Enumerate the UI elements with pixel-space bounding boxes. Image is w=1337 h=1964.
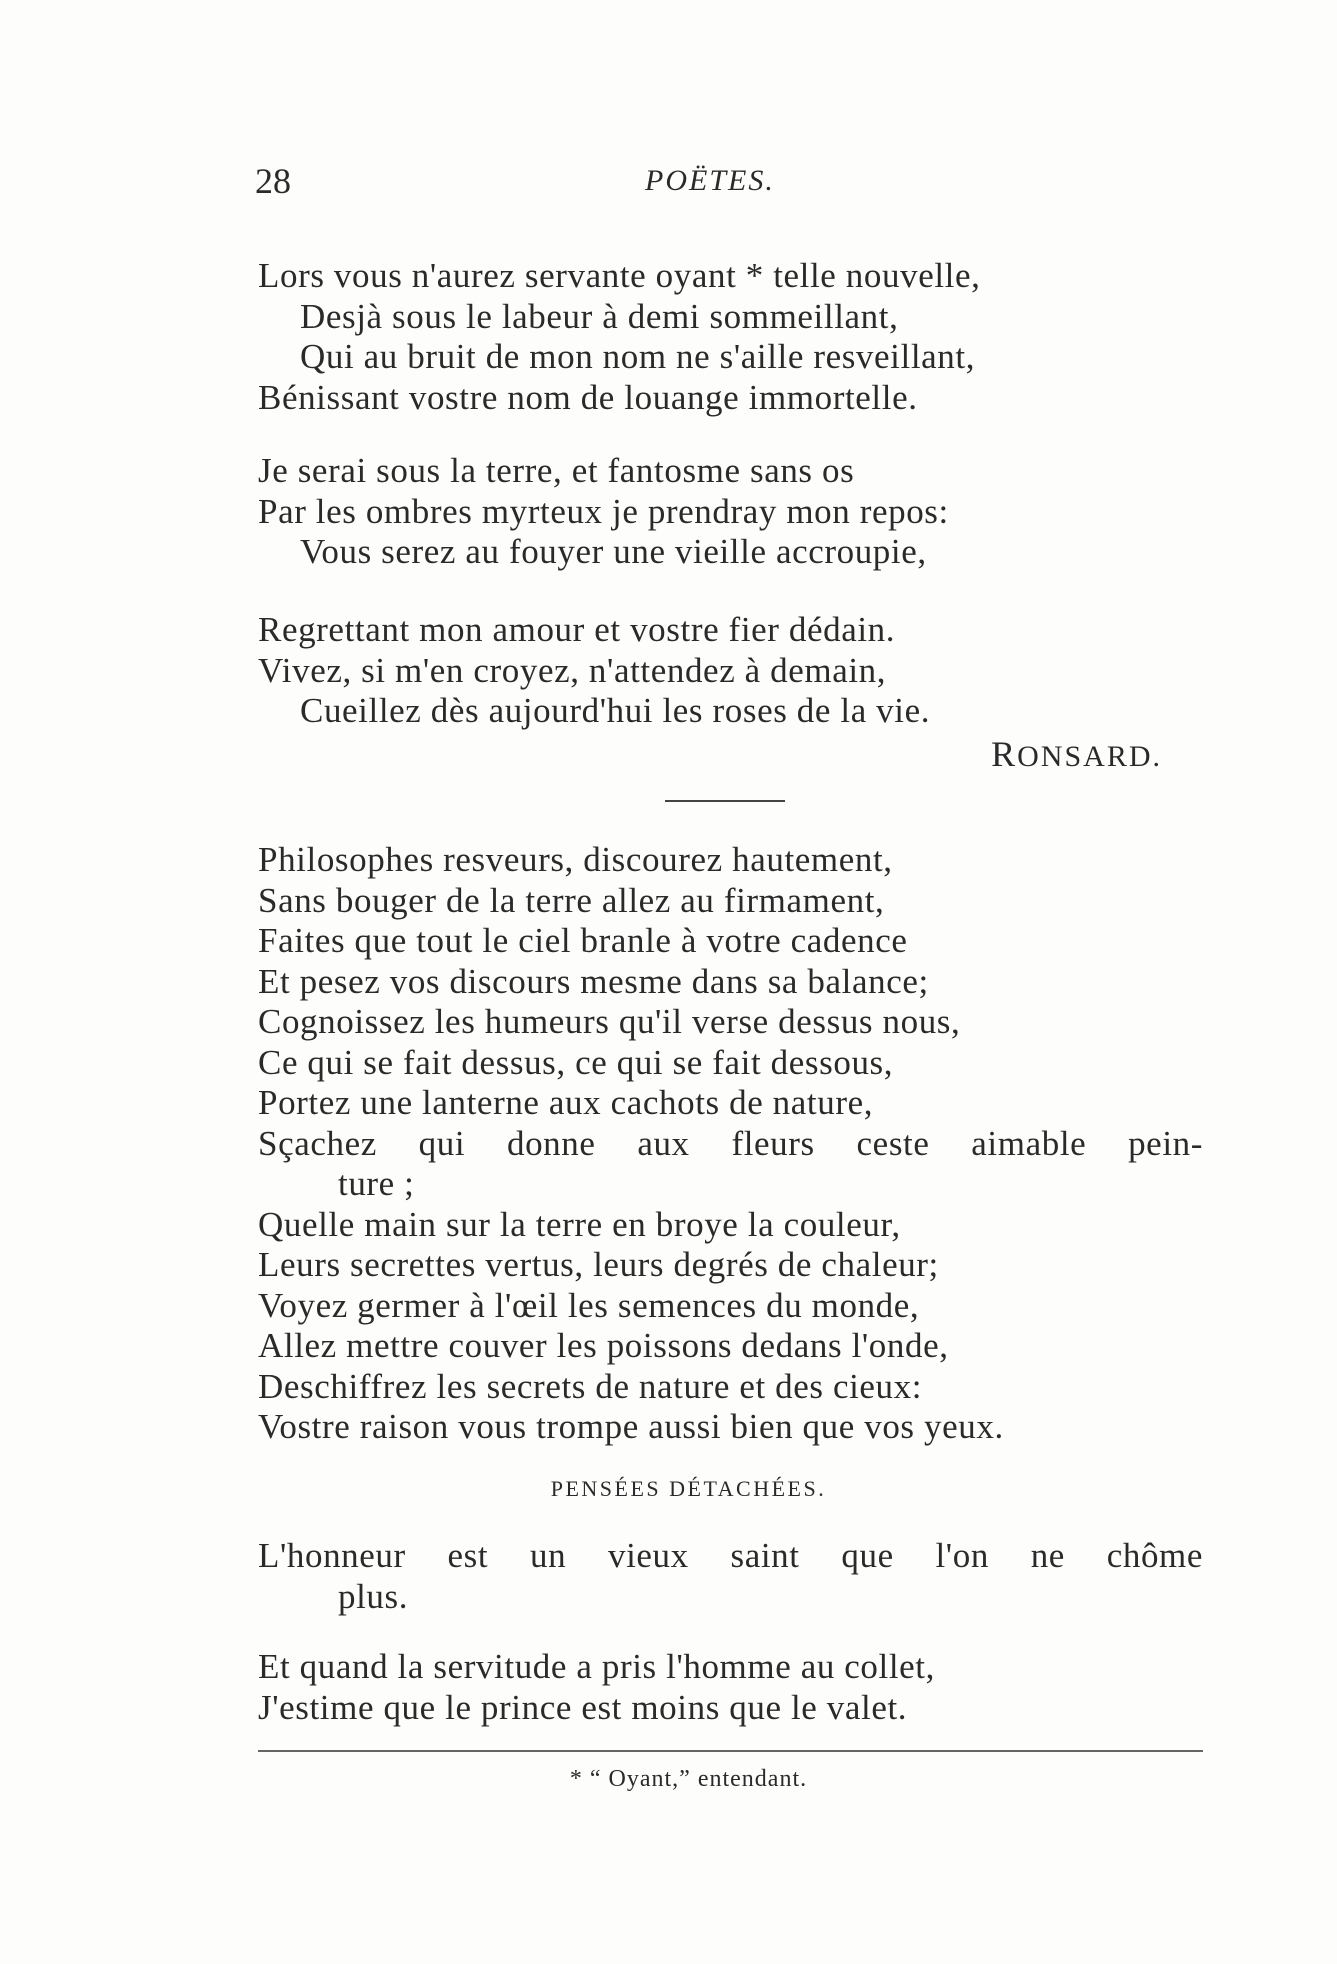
footnote [0, 1766, 1337, 1793]
ronsard-stanza-3 [258, 610, 1208, 732]
verse-line: Et quand la servitude a pris l'homme au collet, [258, 1647, 935, 1686]
ronsard-stanza-1 [258, 256, 1208, 418]
philosophes-poem [258, 840, 1208, 1448]
running-title: POËTES. [645, 164, 775, 197]
verse-line: Philosophes resveurs, discourez hautement, [258, 840, 893, 879]
verse-word: l'on [935, 1536, 989, 1575]
verse-word: aimable [971, 1123, 1087, 1163]
verse-line: Desjà sous le labeur à demi sommeillant, [300, 296, 899, 336]
verse-line-continuation: plus. [338, 1576, 409, 1616]
verse-word: un [530, 1536, 567, 1575]
verse-word: L'honneur [258, 1536, 406, 1575]
verse-word: Sçachez [258, 1123, 377, 1163]
verse-line: Deschiffrez les secrets de nature et des cieux: [258, 1366, 923, 1406]
ronsard-stanza-2 [258, 451, 1208, 573]
verse-line: Ce qui se fait dessus, ce qui se fait dessous, [258, 1042, 894, 1082]
verse-line-justified [258, 1124, 1203, 1165]
thought-1 [258, 1536, 1208, 1617]
verse-word: que [841, 1536, 894, 1575]
verse-line: Qui au bruit de mon nom ne s'aille resveillant, [300, 337, 976, 376]
verse-word: chôme [1106, 1536, 1203, 1575]
thought-2 [258, 1647, 1208, 1728]
verse-line: Vostre raison vous trompe aussi bien que vos yeux. [258, 1407, 1004, 1446]
verse-word: pein- [1128, 1123, 1203, 1163]
section-separator [665, 800, 785, 802]
verse-line: Leurs secrettes vertus, leurs degrés de chaleur; [258, 1245, 939, 1284]
verse-word: qui [418, 1123, 466, 1163]
verse-line: Et pesez vos discours mesme dans sa balance; [258, 961, 929, 1001]
page-number: 28 [255, 161, 291, 201]
verse-word: est [447, 1536, 489, 1575]
verse-line: Lors vous n'aurez servante oyant * telle nouvelle, [258, 256, 981, 295]
verse-line: Par les ombres myrteux je prendray mon repos: [258, 491, 949, 531]
verse-word: ceste [856, 1123, 930, 1163]
verse-line-continuation: ture ; [338, 1164, 415, 1203]
section-heading [0, 1476, 1337, 1502]
verse-line: Cognoissez les humeurs qu'il verse dessus nous, [258, 1002, 961, 1041]
verse-word: fleurs [731, 1123, 815, 1163]
verse-line-justified [258, 1536, 1203, 1577]
footnote-rule [258, 1750, 1203, 1752]
verse-word: donne [506, 1123, 596, 1163]
footnote-text: * “ Oyant,” entendant. [569, 1766, 808, 1792]
verse-line: Regrettant mon amour et vostre fier dédain. [258, 610, 896, 649]
verse-word: vieux [607, 1536, 689, 1575]
verse-line: J'estime que le prince est moins que le valet. [258, 1687, 908, 1727]
verse-line: Cueillez dès aujourd'hui les roses de la vie. [300, 691, 931, 730]
verse-word: saint [730, 1536, 800, 1575]
section-heading-text: PENSÉES DÉTACHÉES. [550, 1476, 827, 1501]
verse-line: Faites que tout le ciel branle à votre cadence [258, 921, 908, 960]
verse-word: ne [1030, 1536, 1065, 1575]
author-initial: R [991, 734, 1018, 774]
verse-line: Sans bouger de la terre allez au firmament, [258, 880, 885, 920]
verse-line: Je serai sous la terre, et fantosme sans os [258, 451, 855, 490]
verse-line: Portez une lanterne aux cachots de nature, [258, 1083, 874, 1122]
verse-line: Quelle main sur la terre en broye la couleur, [258, 1204, 901, 1244]
verse-line: Bénissant vostre nom de louange immortelle. [258, 377, 918, 417]
verse-word: aux [637, 1123, 690, 1163]
verse-line: Vivez, si m'en croyez, n'attendez à demain, [258, 650, 887, 690]
verse-line: Voyez germer à l'œil les semences du monde, [258, 1285, 920, 1325]
page-header [255, 160, 1205, 210]
author-name-rest: ONSARD. [1017, 740, 1162, 773]
author-signature [991, 733, 1162, 775]
verse-line: Vous serez au fouyer une vieille accroupie, [300, 532, 927, 571]
verse-line: Allez mettre couver les poissons dedans l'onde, [258, 1326, 949, 1365]
